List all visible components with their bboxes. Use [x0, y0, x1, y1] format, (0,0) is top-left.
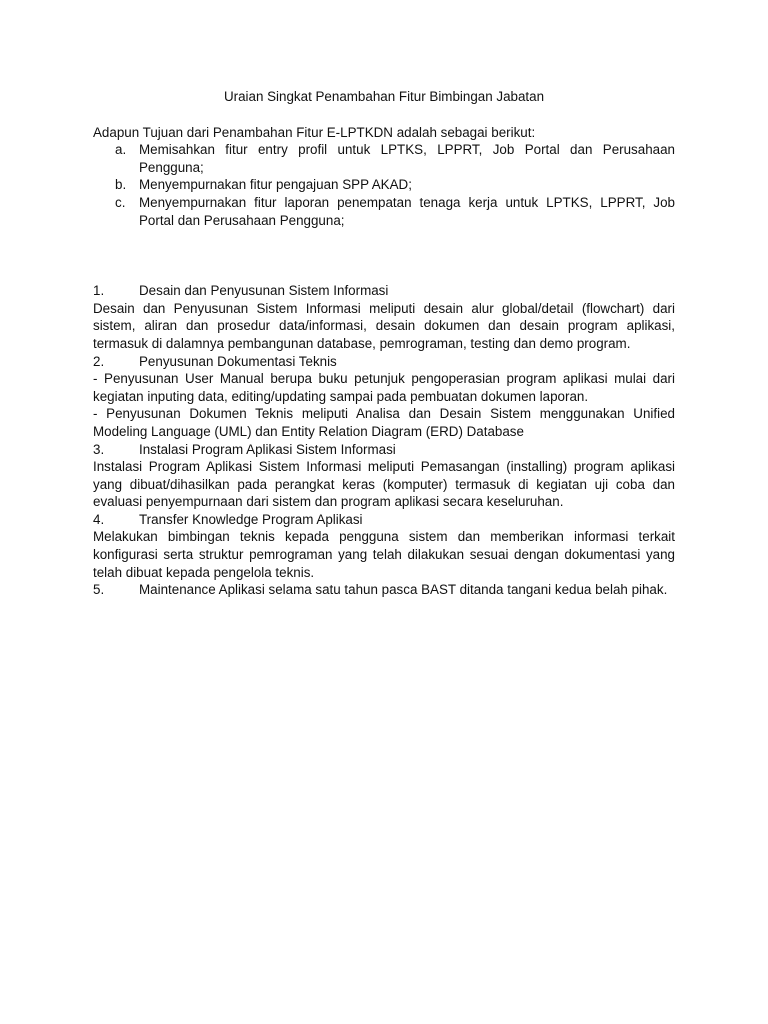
- section-transfer-knowledge: [93, 511, 675, 581]
- closing-text: Maintenance Aplikasi selama satu tahun pasca BAST ditanda tangani kedua belah pihak.: [139, 582, 668, 598]
- section-paragraph: - Penyusunan User Manual berupa buku petunjuk pengoperasian program aplikasi mulai dari kegiatan inputing data, editing/updating sampai pada pembuatan dokumen laporan.: [93, 371, 675, 404]
- document-title: Uraian Singkat Penambahan Fitur Bimbingan Jabatan: [223, 89, 545, 104]
- section-installation: [93, 441, 675, 511]
- section-paragraph: Desain dan Penyusunan Sistem Informasi meliputi desain alur global/detail (flowchart) dari sistem, aliran dan prosedur data/informasi, desain dokumen dan desain program aplikasi, termasuk di dalamnya pembangunan database, pemrograman, testing dan demo program.: [93, 300, 675, 351]
- intro-text: Adapun Tujuan dari Penambahan Fitur E-LPTKDN adalah sebagai berikut:: [93, 124, 536, 140]
- blank-space: [93, 229, 675, 282]
- section-heading-text: Penyusunan Dokumentasi Teknis: [139, 353, 337, 369]
- section-number: 5.: [93, 582, 105, 598]
- goal-item: [93, 176, 675, 194]
- section-paragraph: Instalasi Program Aplikasi Sistem Informasi meliputi Pemasangan (installing) program aplikasi yang dibuat/dihasilkan pada perangkat keras (komputer) termasuk di kegiatan uji coba dan evaluasi penyempurnaan dari sistem dan program aplikasi secara keseluruhan.: [93, 459, 675, 510]
- closing-paragraph: [93, 581, 675, 599]
- section-number: 3.: [93, 441, 105, 457]
- section-number: 1.: [93, 283, 105, 299]
- section-heading: [93, 441, 675, 459]
- section-heading-text: Desain dan Penyusunan Sistem Informasi: [139, 283, 389, 299]
- section-heading-text: Instalasi Program Aplikasi Sistem Informasi: [139, 441, 396, 457]
- section-maintenance: [93, 581, 675, 599]
- goal-marker: c.: [115, 194, 126, 210]
- section-heading: [93, 511, 675, 529]
- goal-item: [93, 194, 675, 229]
- goal-item: [93, 141, 675, 176]
- goal-text: Menyempurnakan fitur laporan penempatan tenaga kerja untuk LPTKS, LPPRT, Job Portal dan Perusahaan Pengguna;: [139, 194, 675, 228]
- section-heading: [93, 282, 675, 300]
- section-number: 4.: [93, 511, 105, 527]
- section-number: 2.: [93, 353, 105, 369]
- section-heading: [93, 353, 675, 371]
- goal-text: Menyempurnakan fitur pengajuan SPP AKAD;: [139, 177, 412, 193]
- goal-marker: a.: [115, 142, 127, 158]
- goal-text: Memisahkan fitur entry profil untuk LPTKS, LPPRT, Job Portal dan Perusahaan Pengguna;: [139, 142, 675, 175]
- section-design: [93, 282, 675, 352]
- goal-marker: b.: [115, 177, 127, 193]
- section-heading-text: Transfer Knowledge Program Aplikasi: [139, 511, 363, 527]
- section-paragraph: - Penyusunan Dokumen Teknis meliputi Analisa dan Desain Sistem menggunakan Unified Modeling Language (UML) dan Entity Relation Diagram (ERD) Database: [93, 406, 675, 439]
- goals-list: [93, 141, 675, 229]
- section-documentation: [93, 353, 675, 441]
- section-paragraph: Melakukan bimbingan teknis kepada pengguna sistem dan memberikan informasi terkait konfigurasi serta struktur pemrograman yang telah dilakukan sesuai dengan dokumentasi yang telah dibuat kepada pengelola teknis.: [93, 529, 675, 580]
- document-page: [93, 88, 675, 599]
